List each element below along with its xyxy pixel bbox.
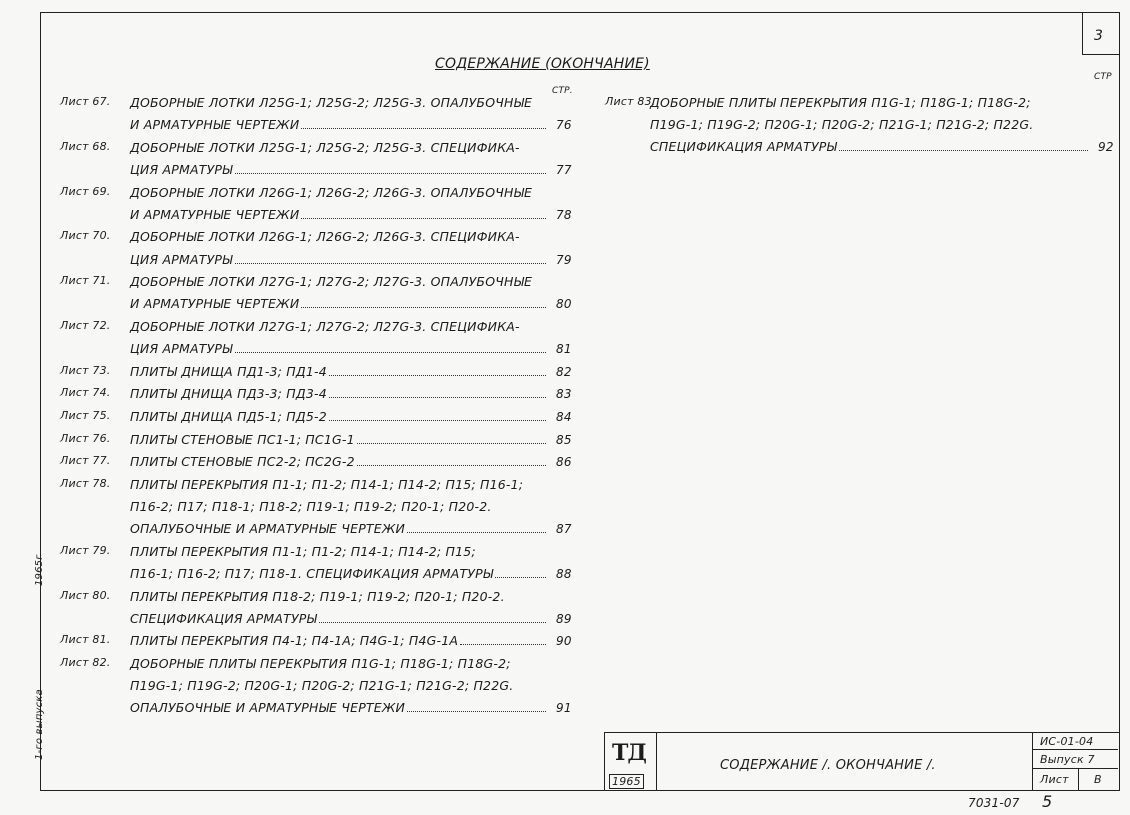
- entry-sheet-label: Лист 72.: [60, 319, 111, 332]
- entry-text: ДОБОРНЫЕ ПЛИТЫ ПЕРЕКРЫТИЯ П1G-1; П18G-1; П18G-2;: [130, 656, 511, 671]
- entry-text-line: [130, 432, 546, 447]
- entry-text-line: [130, 341, 546, 356]
- entry-text-line: [130, 656, 511, 671]
- entry-sheet-label: Лист 70.: [60, 229, 111, 243]
- entry-text-line: [130, 521, 546, 536]
- entry-text: ЦИЯ АРМАТУРЫ: [130, 251, 233, 267]
- entry-text-line: [130, 296, 546, 311]
- sheet-label: Лист: [1040, 773, 1069, 786]
- entry-text-line: [130, 95, 532, 110]
- leader-dots: [839, 149, 1088, 151]
- entry-text-line: [130, 566, 546, 581]
- entry-page-number: 85: [556, 432, 572, 447]
- entry-sheet-label: Лист 79.: [60, 543, 111, 557]
- entry-text: ПЛИТЫ ПЕРЕКРЫТИЯ П1-1; П1-2; П14-1; П14-2; П15; П16-1;: [130, 476, 524, 492]
- entry-sheet-label: Лист 78.: [60, 476, 111, 490]
- leader-dots: [357, 464, 546, 466]
- entry-text: П19G-1; П19G-2; П20G-1; П20G-2; П21G-1; П21G-2; П22G.: [130, 678, 514, 694]
- entry-text-line: [130, 117, 546, 132]
- entry-text: ПЛИТЫ ПЕРЕКРЫТИЯ П1-1; П1-2; П14-1; П14-2; П15;: [130, 543, 476, 559]
- entry-text: ПЛИТЫ ДНИЩА ПД5-1; ПД5-2: [130, 409, 327, 424]
- entry-page-number: 88: [556, 567, 572, 581]
- entry-text-line: [130, 207, 546, 222]
- entry-text: ДОБОРНЫЕ ЛОТКИ Л26G-1; Л26G-2; Л26G-3. СПЕЦИФИКA-: [130, 229, 520, 245]
- leader-dots: [407, 531, 546, 533]
- entry-sheet-label: Лист 82.: [60, 656, 111, 669]
- entry-page-number: 90: [556, 634, 572, 649]
- entry-sheet-label: Лист 67.: [60, 95, 111, 108]
- entry-text: ПЛИТЫ СТЕНОВЫЕ ПС1-1; ПС1G-1: [130, 431, 355, 447]
- entry-text: СПЕЦИФИКАЦИЯ АРМАТУРЫ: [130, 610, 317, 626]
- entry-text: И АРМАТУРНЫЕ ЧЕРТЕЖИ: [130, 296, 300, 312]
- leader-dots: [329, 419, 546, 421]
- entry-sheet-label: Лист 81.: [60, 633, 111, 647]
- entry-text: ДОБОРНЫЕ ЛОТКИ Л26G-1; Л26G-2; Л26G-3. ОПАЛУБОЧНЫЕ: [130, 184, 533, 200]
- entry-text-line: [130, 386, 546, 401]
- entry-text: ДОБОРНЫЕ ЛОТКИ Л27G-1; Л27G-2; Л27G-3. ОПАЛУБОЧНЫЕ: [130, 274, 533, 290]
- entry-sheet-label: Лист 68.: [60, 139, 111, 153]
- entry-text-line: [130, 477, 523, 492]
- page-title: СОДЕРЖАНИЕ (ОКОНЧАНИЕ): [435, 56, 650, 72]
- entry-page-number: 76: [556, 118, 572, 133]
- entry-text: И АРМАТУРНЫЕ ЧЕРТЕЖИ: [130, 206, 300, 222]
- title-block-title: СОДЕРЖАНИЕ /. ОКОНЧАНИЕ /.: [720, 758, 936, 773]
- entry-text-line: [130, 611, 546, 626]
- organization-logo: ТД: [612, 740, 646, 766]
- entry-sheet-label: Лист 69.: [60, 184, 111, 198]
- leader-dots: [235, 351, 546, 353]
- entry-sheet-label: Лист 77.: [60, 454, 111, 468]
- margin-note-bottom: 1-го выпуска: [34, 689, 45, 760]
- entry-text-line: [130, 162, 546, 177]
- leader-dots: [357, 442, 546, 444]
- leader-dots: [235, 262, 546, 264]
- cell-divider: [1032, 749, 1118, 750]
- leader-dots: [301, 217, 546, 219]
- page-column-label-left: СТР.: [552, 86, 573, 96]
- entry-text: ПЛИТЫ ПЕРЕКРЫТИЯ П18-2; П19-1; П19-2; П20-1; П20-2.: [130, 588, 505, 604]
- cell-divider-vertical: [1078, 768, 1079, 790]
- leader-dots: [495, 576, 546, 578]
- logo-year: 1965: [609, 774, 644, 789]
- entry-text-line: [130, 274, 532, 289]
- entry-text-line: [130, 252, 546, 267]
- entry-text: ЦИЯ АРМАТУРЫ: [130, 162, 233, 177]
- entry-sheet-label: Лист 75.: [60, 409, 111, 422]
- cell-divider: [1032, 768, 1118, 769]
- entry-sheet-label: Лист 71.: [60, 274, 111, 288]
- entry-text: И АРМАТУРНЫЕ ЧЕРТЕЖИ: [130, 117, 300, 133]
- entry-text-line: [130, 633, 546, 648]
- entry-text-line: [130, 499, 492, 514]
- entry-text-line: [650, 117, 1033, 132]
- entry-text-line: [130, 409, 546, 424]
- entry-page-number: 86: [556, 455, 572, 470]
- entry-text: ПЛИТЫ СТЕНОВЫЕ ПС2-2; ПС2G-2: [130, 454, 355, 470]
- entry-text: ПЛИТЫ ДНИЩА ПД3-3; ПД3-4: [130, 386, 327, 402]
- entry-text-line: [130, 544, 476, 559]
- entry-text-line: [130, 319, 520, 334]
- entry-text-line: [650, 139, 1088, 154]
- entry-text-line: [130, 364, 546, 379]
- entry-text: ОПАЛУБОЧНЫЕ И АРМАТУРНЫЕ ЧЕРТЕЖИ: [130, 521, 406, 537]
- entry-page-number: 81: [556, 342, 572, 357]
- entry-sheet-label: Лист 80.: [60, 588, 111, 602]
- entry-page-number: 87: [556, 522, 572, 537]
- entry-text: ДОБОРНЫЕ ЛОТКИ Л27G-1; Л27G-2; Л27G-3. СПЕЦИФИКA-: [130, 319, 520, 334]
- entry-sheet-label: Лист 74.: [60, 386, 111, 400]
- leader-dots: [460, 643, 546, 645]
- leader-dots: [235, 172, 546, 174]
- entry-text-line: [130, 140, 520, 155]
- entry-text: ОПАЛУБОЧНЫЕ И АРМАТУРНЫЕ ЧЕРТЕЖИ: [130, 700, 406, 716]
- entry-page-number: 80: [556, 297, 572, 312]
- entry-text: ДОБОРНЫЕ ПЛИТЫ ПЕРЕКРЫТИЯ П1G-1; П18G-1; П18G-2;: [650, 95, 1031, 110]
- entry-sheet-label: Лист 76.: [60, 431, 111, 445]
- document-code: ИС-01-04: [1040, 735, 1094, 748]
- entry-text: ПЛИТЫ ДНИЩА ПД1-3; ПД1-4: [130, 363, 327, 379]
- entry-sheet-label: Лист 73.: [60, 363, 111, 377]
- page-number: 3: [1094, 28, 1104, 44]
- entry-page-number: 77: [556, 163, 572, 177]
- archive-number: 7031-07: [968, 796, 1020, 810]
- entry-text: ПЛИТЫ ПЕРЕКРЫТИЯ П4-1; П4-1A; П4G-1; П4G-1A: [130, 633, 459, 649]
- entry-page-number: 82: [556, 364, 572, 379]
- leader-dots: [319, 621, 546, 623]
- issue-number: Выпуск 7: [1040, 753, 1095, 766]
- entry-page-number: 89: [556, 611, 572, 626]
- leader-dots: [301, 127, 546, 129]
- entry-page-number: 79: [556, 252, 572, 267]
- entry-sheet-label: Лист 83.: [605, 95, 656, 108]
- entry-text-line: [130, 229, 520, 244]
- entry-text: П19G-1; П19G-2; П20G-1; П20G-2; П21G-1; П21G-2; П22G.: [650, 117, 1034, 133]
- entry-text: ДОБОРНЫЕ ЛОТКИ Л25G-1; Л25G-2; Л25G-3. СПЕЦИФИКA-: [130, 139, 520, 155]
- entry-text-line: [130, 589, 505, 604]
- leader-dots: [329, 374, 546, 376]
- leader-dots: [301, 306, 546, 308]
- entry-text: СПЕЦИФИКАЦИЯ АРМАТУРЫ: [650, 139, 837, 155]
- entry-text: ЦИЯ АРМАТУРЫ: [130, 341, 233, 357]
- entry-page-number: 78: [556, 207, 572, 222]
- entry-text-line: [130, 700, 546, 715]
- sheet-value: В: [1094, 773, 1102, 786]
- entry-text-line: [650, 95, 1031, 110]
- entry-page-number: 83: [556, 387, 572, 402]
- entry-text-line: [130, 454, 546, 469]
- entry-text-line: [130, 185, 532, 200]
- page-column-label-right: СТР: [1094, 72, 1112, 82]
- entry-text: П16-2; П17; П18-1; П18-2; П19-1; П19-2; П20-1; П20-2.: [130, 499, 492, 514]
- entry-text: ДОБОРНЫЕ ЛОТКИ Л25G-1; Л25G-2; Л25G-3. ОПАЛУБОЧНЫЕ: [130, 95, 533, 110]
- archive-page: 5: [1042, 792, 1053, 811]
- entry-text: П16-1; П16-2; П17; П18-1. СПЕЦИФИКАЦИЯ АРМАТУРЫ: [130, 566, 494, 581]
- margin-note-top: 1965г: [34, 554, 45, 586]
- entry-text-line: [130, 678, 513, 693]
- entry-page-number: 92: [1098, 140, 1114, 155]
- leader-dots: [329, 396, 546, 398]
- entry-page-number: 84: [556, 410, 572, 424]
- leader-dots: [407, 710, 546, 712]
- entry-page-number: 91: [556, 701, 572, 716]
